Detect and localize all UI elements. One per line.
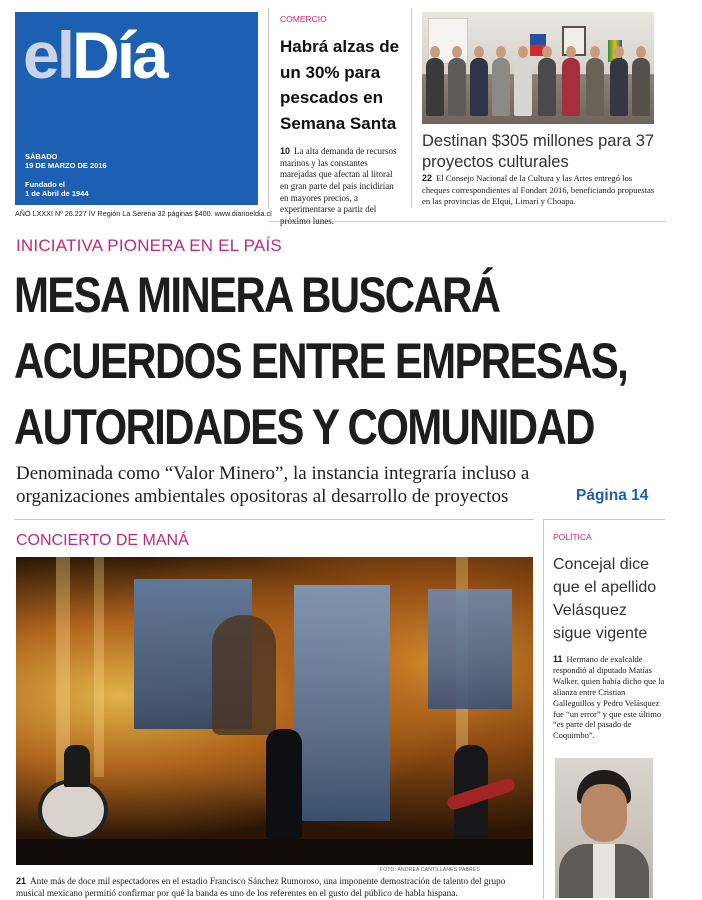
page-number: 22 <box>422 173 433 183</box>
section-kicker: CONCIERTO DE MANÁ <box>16 532 189 549</box>
lead-singer <box>266 729 302 839</box>
page-reference-link[interactable]: Página 14 <box>576 487 649 504</box>
person-figure <box>586 58 604 116</box>
teaser-headline[interactable]: Destinan $305 millones para 37 proyectos culturales <box>422 132 655 171</box>
person-figure <box>514 58 532 116</box>
column-rule <box>411 8 412 208</box>
page-number: 21 <box>16 876 27 886</box>
lead-headline[interactable]: MESA MINERA BUSCARÁ ACUERDOS ENTRE EMPRESAS, AUTORIDADES Y COMUNIDAD <box>14 267 628 455</box>
lead-deck: Denominada como “Valor Minero”, la instancia integraría incluso a organizaciones ambientales opositoras al desarrollo de proyectos <box>16 463 530 507</box>
column-rule <box>543 519 544 899</box>
section-rule <box>14 519 534 520</box>
person-figure <box>632 58 650 116</box>
teaser-body: 10 La alta demanda de recursos marinos y las constantes marejadas que afectan al litoral en gran parte del país incidirían en mayores precios, a experimentarse a partir del próximo lunes. <box>280 146 397 227</box>
cultura-photo[interactable] <box>422 12 654 124</box>
teaser-body: 22 El Consejo Nacional de la Cultura y las Artes entregó los cheques correspondientes al Fondart 2016, beneficiando propuestas en las provincias de Elqui, Limarí y Choapa. <box>422 173 655 206</box>
teaser-comercio[interactable] <box>280 14 402 228</box>
person-figure <box>448 58 466 116</box>
light-beam <box>94 557 104 777</box>
section-kicker: COMERCIO <box>280 14 327 24</box>
person-figure <box>492 58 510 116</box>
video-screen-center <box>294 585 390 821</box>
person-figure <box>426 58 444 116</box>
edition-date: SÁBADO 19 DE MARZO DE 2016 <box>25 152 107 171</box>
concert-photo[interactable] <box>16 557 533 865</box>
teaser-headline[interactable]: Concejal dice que el apellido Velásquez sigue vigente <box>553 556 657 642</box>
page-number: 10 <box>280 146 291 156</box>
teaser-body: 11 Hermano de exalcalde respondió al diputado Matías Walker, quien había dicho que la alianza entre Cristian Galleguillos y Pedro Velásquez fue “un error” y que este último “es parte del pasado de Coquimbo”. <box>553 654 665 741</box>
section-rule <box>543 519 665 520</box>
drummer <box>64 745 90 787</box>
portrait-face <box>581 784 627 842</box>
teaser-politica[interactable] <box>553 532 665 741</box>
lead-kicker: INICIATIVA PIONERA EN EL PAÍS <box>16 236 282 255</box>
person-figure <box>610 58 628 116</box>
edition-meta: AÑO LXXXI Nº 26.227 IV Región La Serena 32 páginas $400. www.diarioeldia.cl <box>15 209 272 218</box>
video-screen-right <box>428 589 512 709</box>
person-figure <box>470 58 488 116</box>
drum-kit <box>38 779 108 841</box>
column-rule <box>268 8 269 208</box>
portrait-photo[interactable] <box>555 758 653 898</box>
masthead[interactable] <box>15 12 258 205</box>
section-kicker: POLÍTICA <box>553 532 592 542</box>
newspaper-logo[interactable]: elDía <box>23 18 166 92</box>
page-number: 11 <box>553 654 563 664</box>
singer-silhouette-screen <box>212 615 276 735</box>
portrait-shirt <box>593 844 615 898</box>
founded-date: Fundado el 1 de Abril de 1944 <box>25 180 89 199</box>
photo-caption: 21 Ante más de doce mil espectadores en el estadio Francisco Sánchez Rumoroso, una imponente demostración de talento del grupo musical mexicano permitió confirmar por qué la banda es uno de los referentes en el gusto del público de habla hispana. <box>16 876 506 898</box>
stage-floor <box>16 839 533 865</box>
photo-credit: FOTO: ANDREA CANTILLANES PABRES <box>380 867 480 873</box>
person-figure <box>562 58 580 116</box>
person-figure <box>538 58 556 116</box>
teaser-headline[interactable]: Habrá alzas de un 30% para pescados en Semana Santa <box>280 37 400 133</box>
